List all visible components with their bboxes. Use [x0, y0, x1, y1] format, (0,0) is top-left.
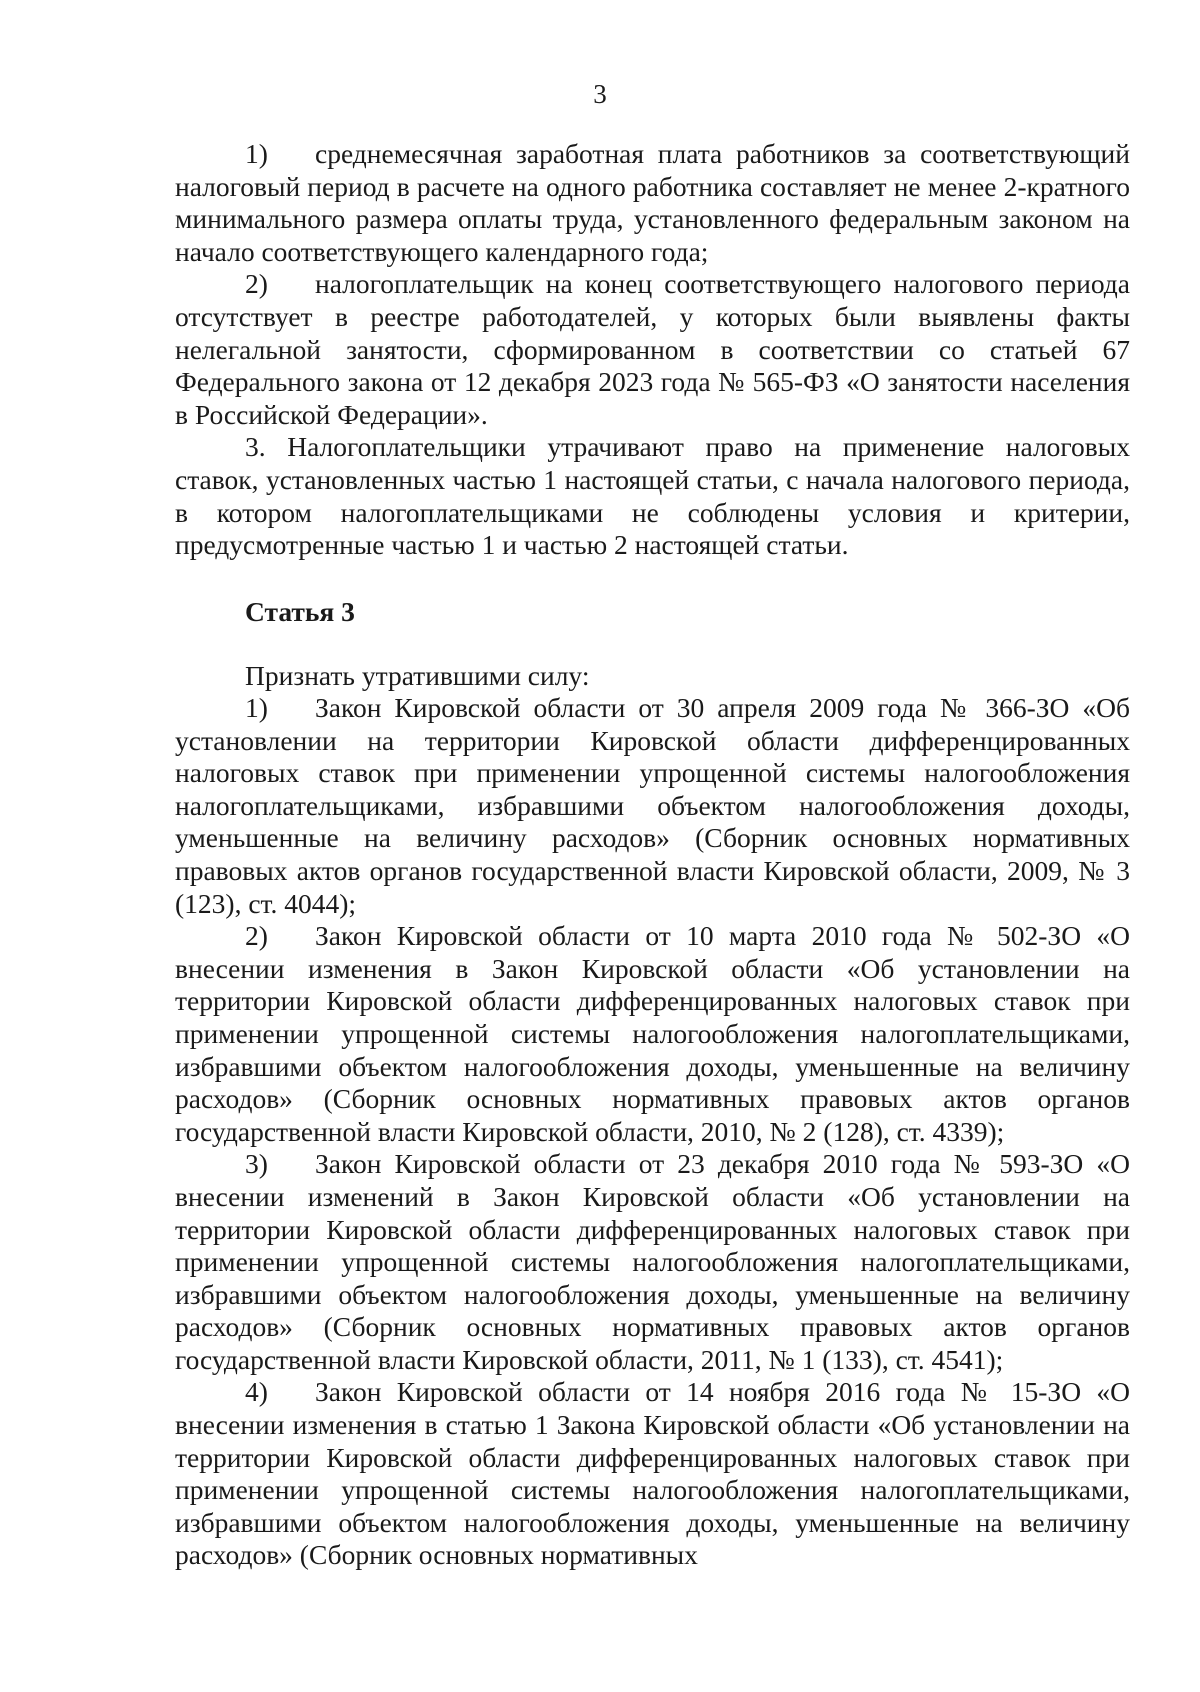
- item-text: Закон Кировской области от 10 марта 2010 года № 502-ЗО «О внесении изменения в Закон Кировской области «Об установлении на территории Кировской области дифференцированных налоговых ставок при применении упрощенной системы налогообложения налогоплательщиками, избравшими объектом налогообложения доходы, уменьшенные на величину расходов» (Сборник основных нормативных правовых актов органов государственной власти Кировской области, 2010, № 2 (128), ст. 4339);: [175, 920, 1130, 1147]
- list-item: [175, 1376, 1130, 1572]
- article3-items: [175, 692, 1130, 1572]
- article-heading: Статья 3: [245, 596, 355, 627]
- item-text: Закон Кировской области от 14 ноября 2016 года № 15-ЗО «О внесении изменения в статью 1 Закона Кировской области «Об установлении на территории Кировской области дифференцированных налоговых ставок при применении упрощенной системы налогообложения налогоплательщиками, избравшими объектом налогообложения доходы, уменьшенные на величину расходов» (Сборник основных нормативных: [175, 1376, 1130, 1571]
- list-item: [175, 1148, 1130, 1376]
- list-item: [175, 268, 1130, 431]
- item-text: налогоплательщик на конец соответствующего налогового периода отсутствует в реестре работодателей, у которых были выявлены факты нелегальной занятости, сформированном в соответствии со статьей 67 Федерального закона от 12 декабря 2023 года № 565-ФЗ «О занятости населения в Российской Федерации».: [175, 268, 1130, 430]
- item-text: Закон Кировской области от 30 апреля 2009 года № 366-ЗО «Об установлении на территории Кировской области дифференцированных налоговых ставок при применении упрощенной системы налогообложения налогоплательщиками, избравшими объектом налогообложения доходы, уменьшенные на величину расходов» (Сборник основных нормативных правовых актов органов государственной власти Кировской области, 2009, № 3 (123), ст. 4044);: [175, 692, 1130, 919]
- item-number: 1): [245, 138, 268, 169]
- item-number: 4): [245, 1376, 268, 1408]
- page-number: 3: [593, 79, 607, 109]
- item-text: среднемесячная заработная плата работников за соответствующий налоговый период в расчете на одного работника составляет не менее 2-кратного минимального размера оплаты труда, установленного федеральным законом на начало соответствующего календарного года;: [175, 138, 1130, 267]
- item-number: 2): [245, 920, 268, 952]
- article-intro: Признать утратившими силу:: [245, 660, 590, 691]
- item-number: 2): [245, 268, 268, 300]
- part-3-paragraph: 3. Налогоплательщики утрачивают право на применение налоговых ставок, установленных частью 1 настоящей статьи, с начала налогового периода, в котором налогоплательщиками не соблюдены условия и критерии, предусмотренные частью 1 и частью 2 настоящей статьи.: [175, 431, 1130, 561]
- list-item: [175, 138, 1130, 268]
- item-number: 1): [245, 692, 268, 723]
- article2-continued: [175, 138, 1130, 562]
- item-text: Закон Кировской области от 23 декабря 2010 года № 593-ЗО «О внесении изменений в Закон Кировской области «Об установлении на территории Кировской области дифференцированных налоговых ставок при применении упрощенной системы налогообложения налогоплательщиками, избравшими объектом налогообложения доходы, уменьшенные на величину расходов» (Сборник основных нормативных правовых актов органов государственной власти Кировской области, 2011, № 1 (133), ст. 4541);: [175, 1148, 1130, 1375]
- list-item: [175, 920, 1130, 1148]
- item-number: 3): [245, 1148, 268, 1180]
- list-item: [175, 692, 1130, 920]
